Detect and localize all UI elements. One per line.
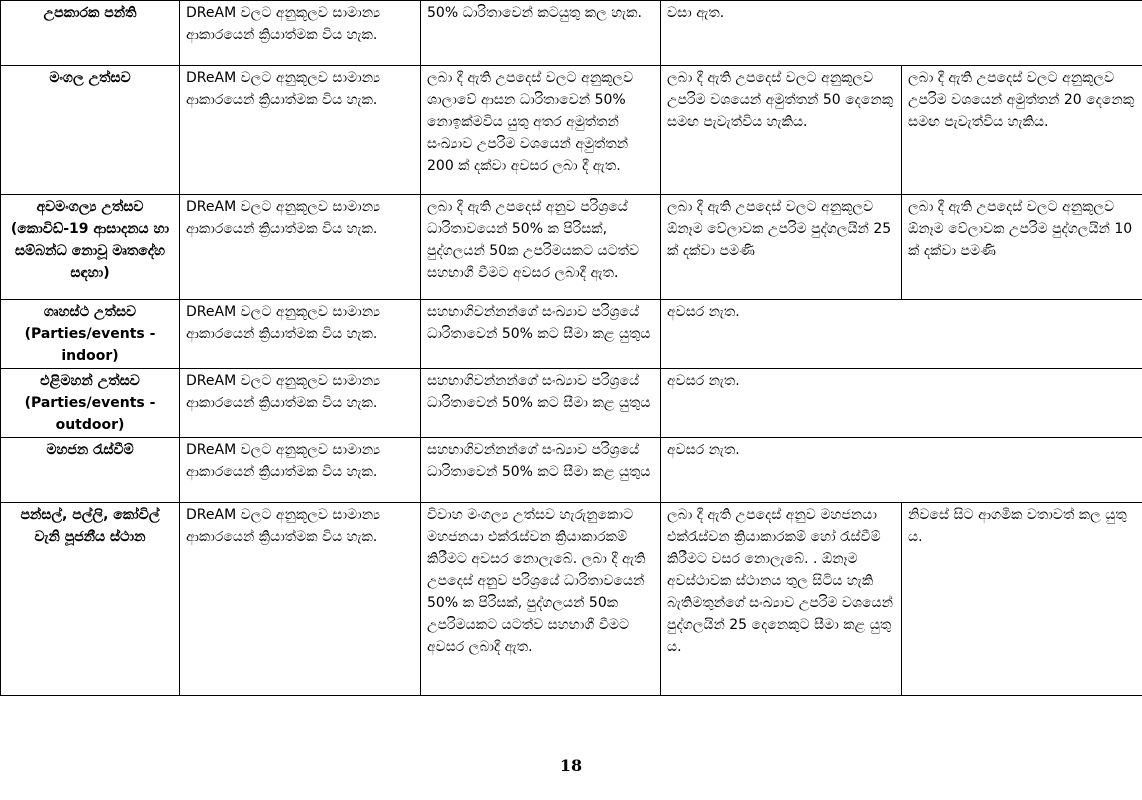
table-row — [1, 503, 1142, 696]
level-cell: ලබා දී ඇති උපදෙස් වලට අනුකූලව ඕනෑම වේලාවක උපරිම පුද්ගලයින් 10 ක් දක්වා පමණි — [902, 195, 1142, 300]
activity-cell: මහජන රැස්වීම් — [1, 438, 180, 503]
activity-cell: උපකාරක පන්ති — [1, 1, 180, 66]
level-cell: ලබා දී ඇති උපදෙස් වලට අනුකූලව ඕනෑම වේලාවක උපරිම පුද්ගලයින් 25 ක් දක්වා පමණි — [661, 195, 902, 300]
level-cell: නිවසේ සිට ආගමික වතාවත් කල යුතු ය. — [902, 503, 1142, 696]
level-cell: ලබා දී ඇති උපදෙස් වලට අනුකූලව උපරිම වශයෙන් අමුත්තන් 50 දෙනෙකු සමඟ පැවැත්විය හැකිය. — [661, 66, 902, 195]
table-row — [1, 300, 1142, 369]
level-cell: 50% ධාරිතාවෙන් කටයුතු කල හැක. — [421, 1, 661, 66]
level-cell: අවසර නැත. — [661, 369, 1142, 438]
level-cell: විවාහ මංගල්‍ය උත්සව හැරුනුකොට මහජනයා එක්රැස්වන ක්‍රියාකාරකම් කිරීමට අවසර නොලැබේ. ලබා දී ඇති උපදෙස් අනුව පරිශ්‍රයේ ධාරිතාවයෙන් 50% ක පිරිසක්, පුද්ගලයන් 50ක උපරිමයකට යටත්ව සහභාගී වීමට අවසර ලබාදී ඇත. — [421, 503, 661, 696]
level-cell: ලබා දී ඇති උපදෙස් අනුව පරිශ්‍රයේ ධාරිතාවයෙන් 50% ක පිරිසක්, පුද්ගලයන් 50ක උපරිමයකට යටත්ව සහභාගී වීමට අවසර ලබාදී ඇත. — [421, 195, 661, 300]
dream-cell: DReAM වලට අනුකූලව සාමාන්‍ය ආකාරයෙන් ක්‍රියාත්මක විය හැක. — [180, 369, 421, 438]
dream-cell: DReAM වලට අනුකූලව සාමාන්‍ය ආකාරයෙන් ක්‍රියාත්මක විය හැක. — [180, 1, 421, 66]
page-number: 18 — [559, 756, 583, 775]
activity-cell: පන්සල්, පල්ලි, කෝවිල් වැනි පූජනීය ස්ථාන — [1, 503, 180, 696]
level-cell: වසා ඇත. — [661, 1, 1142, 66]
level-cell: අවසර නැත. — [661, 438, 1142, 503]
level-cell: ලබා දී ඇති උපදෙස් වලට අනුකූලව උපරිම වශයෙන් අමුත්තන් 20 දෙනෙකු සමඟ පැවැත්විය හැකිය. — [902, 66, 1142, 195]
dream-cell: DReAM වලට අනුකූලව සාමාන්‍ය ආකාරයෙන් ක්‍රියාත්මක විය හැක. — [180, 66, 421, 195]
activity-cell: අවමංගල්‍ය උත්සව (කොවිඩ්-19 ආසාදනය හා සම්බන්ධ නොවූ මෘතදේහ සඳහා) — [1, 195, 180, 300]
table-row — [1, 195, 1142, 300]
dream-cell: DReAM වලට අනුකූලව සාමාන්‍ය ආකාරයෙන් ක්‍රියාත්මක විය හැක. — [180, 503, 421, 696]
dream-cell: DReAM වලට අනුකූලව සාමාන්‍ය ආකාරයෙන් ක්‍රියාත්මක විය හැක. — [180, 195, 421, 300]
level-cell: සහභාගිවන්නන්ගේ සංඛ්‍යාව පරිශ්‍රයේ ධාරිතාවෙන් 50% කට සීමා කළ යුතුය — [421, 438, 661, 503]
level-cell: සහභාගිවන්නන්ගේ සංඛ්‍යාව පරිශ්‍රයේ ධාරිතාවෙන් 50% කට සීමා කළ යුතුය — [421, 300, 661, 369]
dream-cell: DReAM වලට අනුකූලව සාමාන්‍ය ආකාරයෙන් ක්‍රියාත්මක විය හැක. — [180, 438, 421, 503]
activity-cell: මංගල උත්සව — [1, 66, 180, 195]
table-row — [1, 1, 1142, 66]
table-row — [1, 369, 1142, 438]
activity-cell: ගෘහස්ථ උත්සව (Parties/events - indoor) — [1, 300, 180, 369]
level-cell: ලබා දී ඇති උපදෙස් වලට අනුකූලව ශාලාවේ ආසන ධාරිතාවෙන් 50% නොඉක්මවිය යුතු අතර අමුත්තන් සංඛ්‍යාව උපරිම වශයෙන් අමුත්තන් 200 ක් දක්වා අවසර ලබා දී ඇත. — [421, 66, 661, 195]
level-cell: අවසර නැත. — [661, 300, 1142, 369]
dream-cell: DReAM වලට අනුකූලව සාමාන්‍ය ආකාරයෙන් ක්‍රියාත්මක විය හැක. — [180, 300, 421, 369]
activity-cell: එළිමහන් උත්සව (Parties/events - outdoor) — [1, 369, 180, 438]
table-row — [1, 66, 1142, 195]
level-cell: ලබා දී ඇති උපදෙස් අනුව මහජනයා එක්රැස්වන ක්‍රියාකාරකම් හෝ රැස්වීම් කිරීමට වසර නොලැබේ. . ඕනෑම අවස්ථාවක ස්ථානය තුල සිටිය හැකි බැතිමතුන්ගේ සංඛ්‍යාව උපරිම වශයෙන් පුද්ගලයින් 25 දෙනෙකුට සීමා කළ යුතු ය. — [661, 503, 902, 696]
table-row — [1, 438, 1142, 503]
level-cell: සහභාගිවන්නන්ගේ සංඛ්‍යාව පරිශ්‍රයේ ධාරිතාවෙන් 50% කට සීමා කළ යුතුය — [421, 369, 661, 438]
